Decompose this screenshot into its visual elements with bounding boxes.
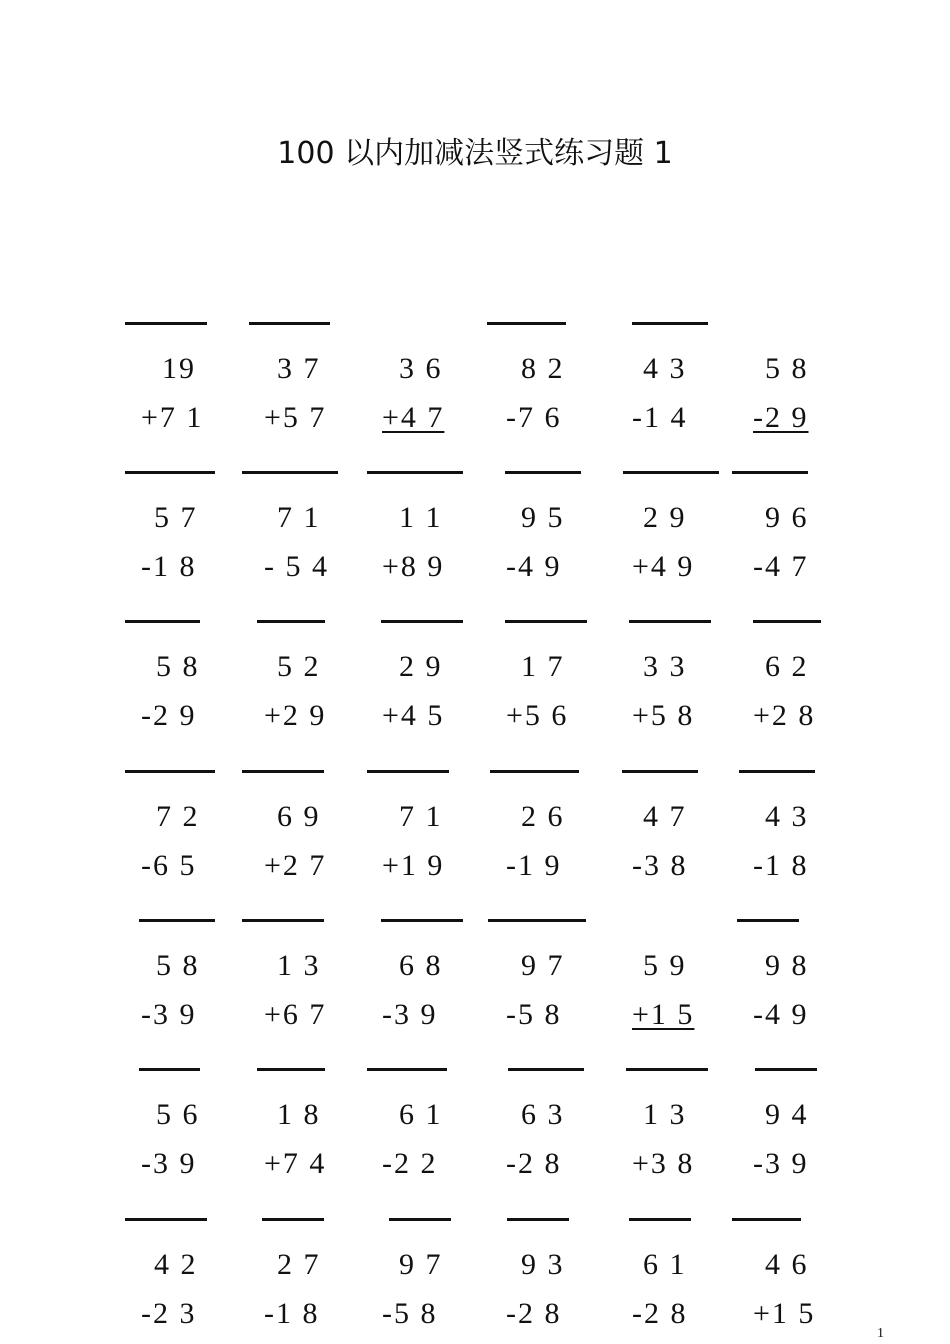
answer-line: [139, 919, 215, 922]
problem-top-operand: 19: [162, 352, 196, 385]
problem-bottom-operand: -1 8: [264, 1297, 320, 1330]
problem-top-operand: 3 7: [277, 352, 321, 385]
answer-line: [507, 1218, 569, 1221]
answer-line: [389, 1218, 451, 1221]
answer-line: [262, 1218, 324, 1221]
problem-bottom-operand: +2 7: [264, 849, 327, 882]
problem-bottom-operand: +5 8: [632, 699, 695, 732]
problem-top-operand: 5 6: [156, 1098, 200, 1131]
problem-bottom-operand: +4 5: [382, 699, 445, 732]
problem-bottom-operand: -3 9: [382, 998, 438, 1031]
problem-top-operand: 9 8: [765, 949, 809, 982]
problem-bottom-operand: -1 9: [506, 849, 562, 882]
problem-bottom-operand: +4 9: [632, 550, 695, 583]
problem-top-operand: 7 2: [156, 800, 200, 833]
problem-bottom-operand: -2 8: [632, 1297, 688, 1330]
problem-bottom-operand: -2 2: [382, 1147, 438, 1180]
answer-line: [732, 471, 808, 474]
problem-bottom-operand: +1 9: [382, 849, 445, 882]
answer-line: [242, 471, 338, 474]
problem-bottom-operand: +6 7: [264, 998, 327, 1031]
problem-bottom-operand: -2 3: [141, 1297, 197, 1330]
problem-top-operand: 4 3: [643, 352, 687, 385]
answer-line: [139, 1068, 200, 1071]
problem-bottom-operand: +5 7: [264, 401, 327, 434]
answer-line: [629, 1218, 691, 1221]
problem-top-operand: 2 9: [643, 501, 687, 534]
problem-top-operand: 9 5: [521, 501, 565, 534]
problem-top-operand: 7 1: [277, 501, 321, 534]
problem-top-operand: 4 6: [765, 1248, 809, 1281]
problem-top-operand: 4 3: [765, 800, 809, 833]
problem-top-operand: 6 1: [399, 1098, 443, 1131]
answer-line: [367, 471, 463, 474]
problem-top-operand: 2 7: [277, 1248, 321, 1281]
problem-top-operand: 5 8: [765, 352, 809, 385]
problem-bottom-operand: -6 5: [141, 849, 197, 882]
problem-top-operand: 9 6: [765, 501, 809, 534]
problem-top-operand: 6 9: [277, 800, 321, 833]
problem-top-operand: 4 2: [154, 1248, 198, 1281]
answer-line: [490, 770, 579, 773]
problem-bottom-operand: -3 9: [141, 998, 197, 1031]
problem-bottom-operand: -3 8: [632, 849, 688, 882]
problem-bottom-operand: +3 8: [632, 1147, 695, 1180]
answer-line: [125, 1218, 207, 1221]
problem-top-operand: 2 6: [521, 800, 565, 833]
problem-bottom-operand: +8 9: [382, 550, 445, 583]
problem-bottom-operand: +2 9: [264, 699, 327, 732]
problem-bottom-operand: -1 8: [141, 550, 197, 583]
problem-top-operand: 9 4: [765, 1098, 809, 1131]
problem-bottom-operand: -2 9: [753, 401, 809, 434]
answer-line: [626, 1068, 708, 1071]
problem-top-operand: 1 7: [521, 650, 565, 683]
problem-top-operand: 5 9: [643, 949, 687, 982]
answer-line: [125, 620, 200, 623]
problem-bottom-operand: -5 8: [382, 1297, 438, 1330]
problem-top-operand: 5 2: [277, 650, 321, 683]
answer-line: [505, 620, 587, 623]
answer-line: [125, 322, 207, 325]
problem-top-operand: 8 2: [521, 352, 565, 385]
problem-bottom-operand: -1 4: [632, 401, 688, 434]
answer-line: [367, 770, 449, 773]
answer-line: [488, 919, 586, 922]
page-title: 100 以内加减法竖式练习题 1: [277, 136, 673, 171]
problem-top-operand: 9 3: [521, 1248, 565, 1281]
problem-bottom-operand: +7 4: [264, 1147, 327, 1180]
problem-bottom-operand: +7 1: [141, 401, 204, 434]
problem-bottom-operand: -2 8: [506, 1147, 562, 1180]
problem-bottom-operand: - 5 4: [264, 550, 329, 583]
problem-top-operand: 6 8: [399, 949, 443, 982]
answer-line: [242, 919, 324, 922]
answer-line: [487, 322, 566, 325]
answer-line: [505, 471, 581, 474]
answer-line: [629, 620, 711, 623]
problem-top-operand: 6 2: [765, 650, 809, 683]
problem-top-operand: 9 7: [521, 949, 565, 982]
answer-line: [381, 919, 463, 922]
problem-bottom-operand: -2 9: [141, 699, 197, 732]
problem-bottom-operand: -3 9: [141, 1147, 197, 1180]
answer-line: [508, 1068, 584, 1071]
answer-line: [755, 1068, 817, 1071]
page-number: 1: [877, 1326, 884, 1341]
answer-line: [125, 770, 215, 773]
answer-line: [257, 1068, 325, 1071]
problem-bottom-operand: -4 7: [753, 550, 809, 583]
problem-top-operand: 6 3: [521, 1098, 565, 1131]
problem-top-operand: 4 7: [643, 800, 687, 833]
problem-bottom-operand: +2 8: [753, 699, 816, 732]
problem-bottom-operand: +5 6: [506, 699, 569, 732]
problem-top-operand: 3 6: [399, 352, 443, 385]
problem-bottom-operand: +1 5: [632, 998, 695, 1031]
problem-top-operand: 1 8: [277, 1098, 321, 1131]
problem-top-operand: 1 1: [399, 501, 443, 534]
problem-bottom-operand: -1 8: [753, 849, 809, 882]
problem-bottom-operand: +4 7: [382, 401, 445, 434]
problem-top-operand: 1 3: [643, 1098, 687, 1131]
problem-top-operand: 2 9: [399, 650, 443, 683]
answer-line: [257, 620, 325, 623]
problem-bottom-operand: -5 8: [506, 998, 562, 1031]
problem-top-operand: 7 1: [399, 800, 443, 833]
answer-line: [737, 919, 799, 922]
answer-line: [381, 620, 463, 623]
problem-top-operand: 9 7: [399, 1248, 443, 1281]
problem-top-operand: 5 7: [154, 501, 198, 534]
answer-line: [125, 471, 215, 474]
problem-top-operand: 1 3: [277, 949, 321, 982]
answer-line: [753, 620, 821, 623]
answer-line: [242, 770, 324, 773]
problem-bottom-operand: -3 9: [753, 1147, 809, 1180]
problem-top-operand: 5 8: [156, 650, 200, 683]
problem-top-operand: 6 1: [643, 1248, 687, 1281]
problem-top-operand: 3 3: [643, 650, 687, 683]
answer-line: [249, 322, 330, 325]
problem-bottom-operand: +1 5: [753, 1297, 816, 1330]
problem-bottom-operand: -4 9: [506, 550, 562, 583]
answer-line: [632, 322, 708, 325]
answer-line: [367, 1068, 447, 1071]
answer-line: [732, 1218, 801, 1221]
answer-line: [623, 471, 719, 474]
problem-bottom-operand: -7 6: [506, 401, 562, 434]
problem-bottom-operand: -2 8: [506, 1297, 562, 1330]
answer-line: [622, 770, 698, 773]
problem-bottom-operand: -4 9: [753, 998, 809, 1031]
problem-top-operand: 5 8: [156, 949, 200, 982]
answer-line: [739, 770, 815, 773]
